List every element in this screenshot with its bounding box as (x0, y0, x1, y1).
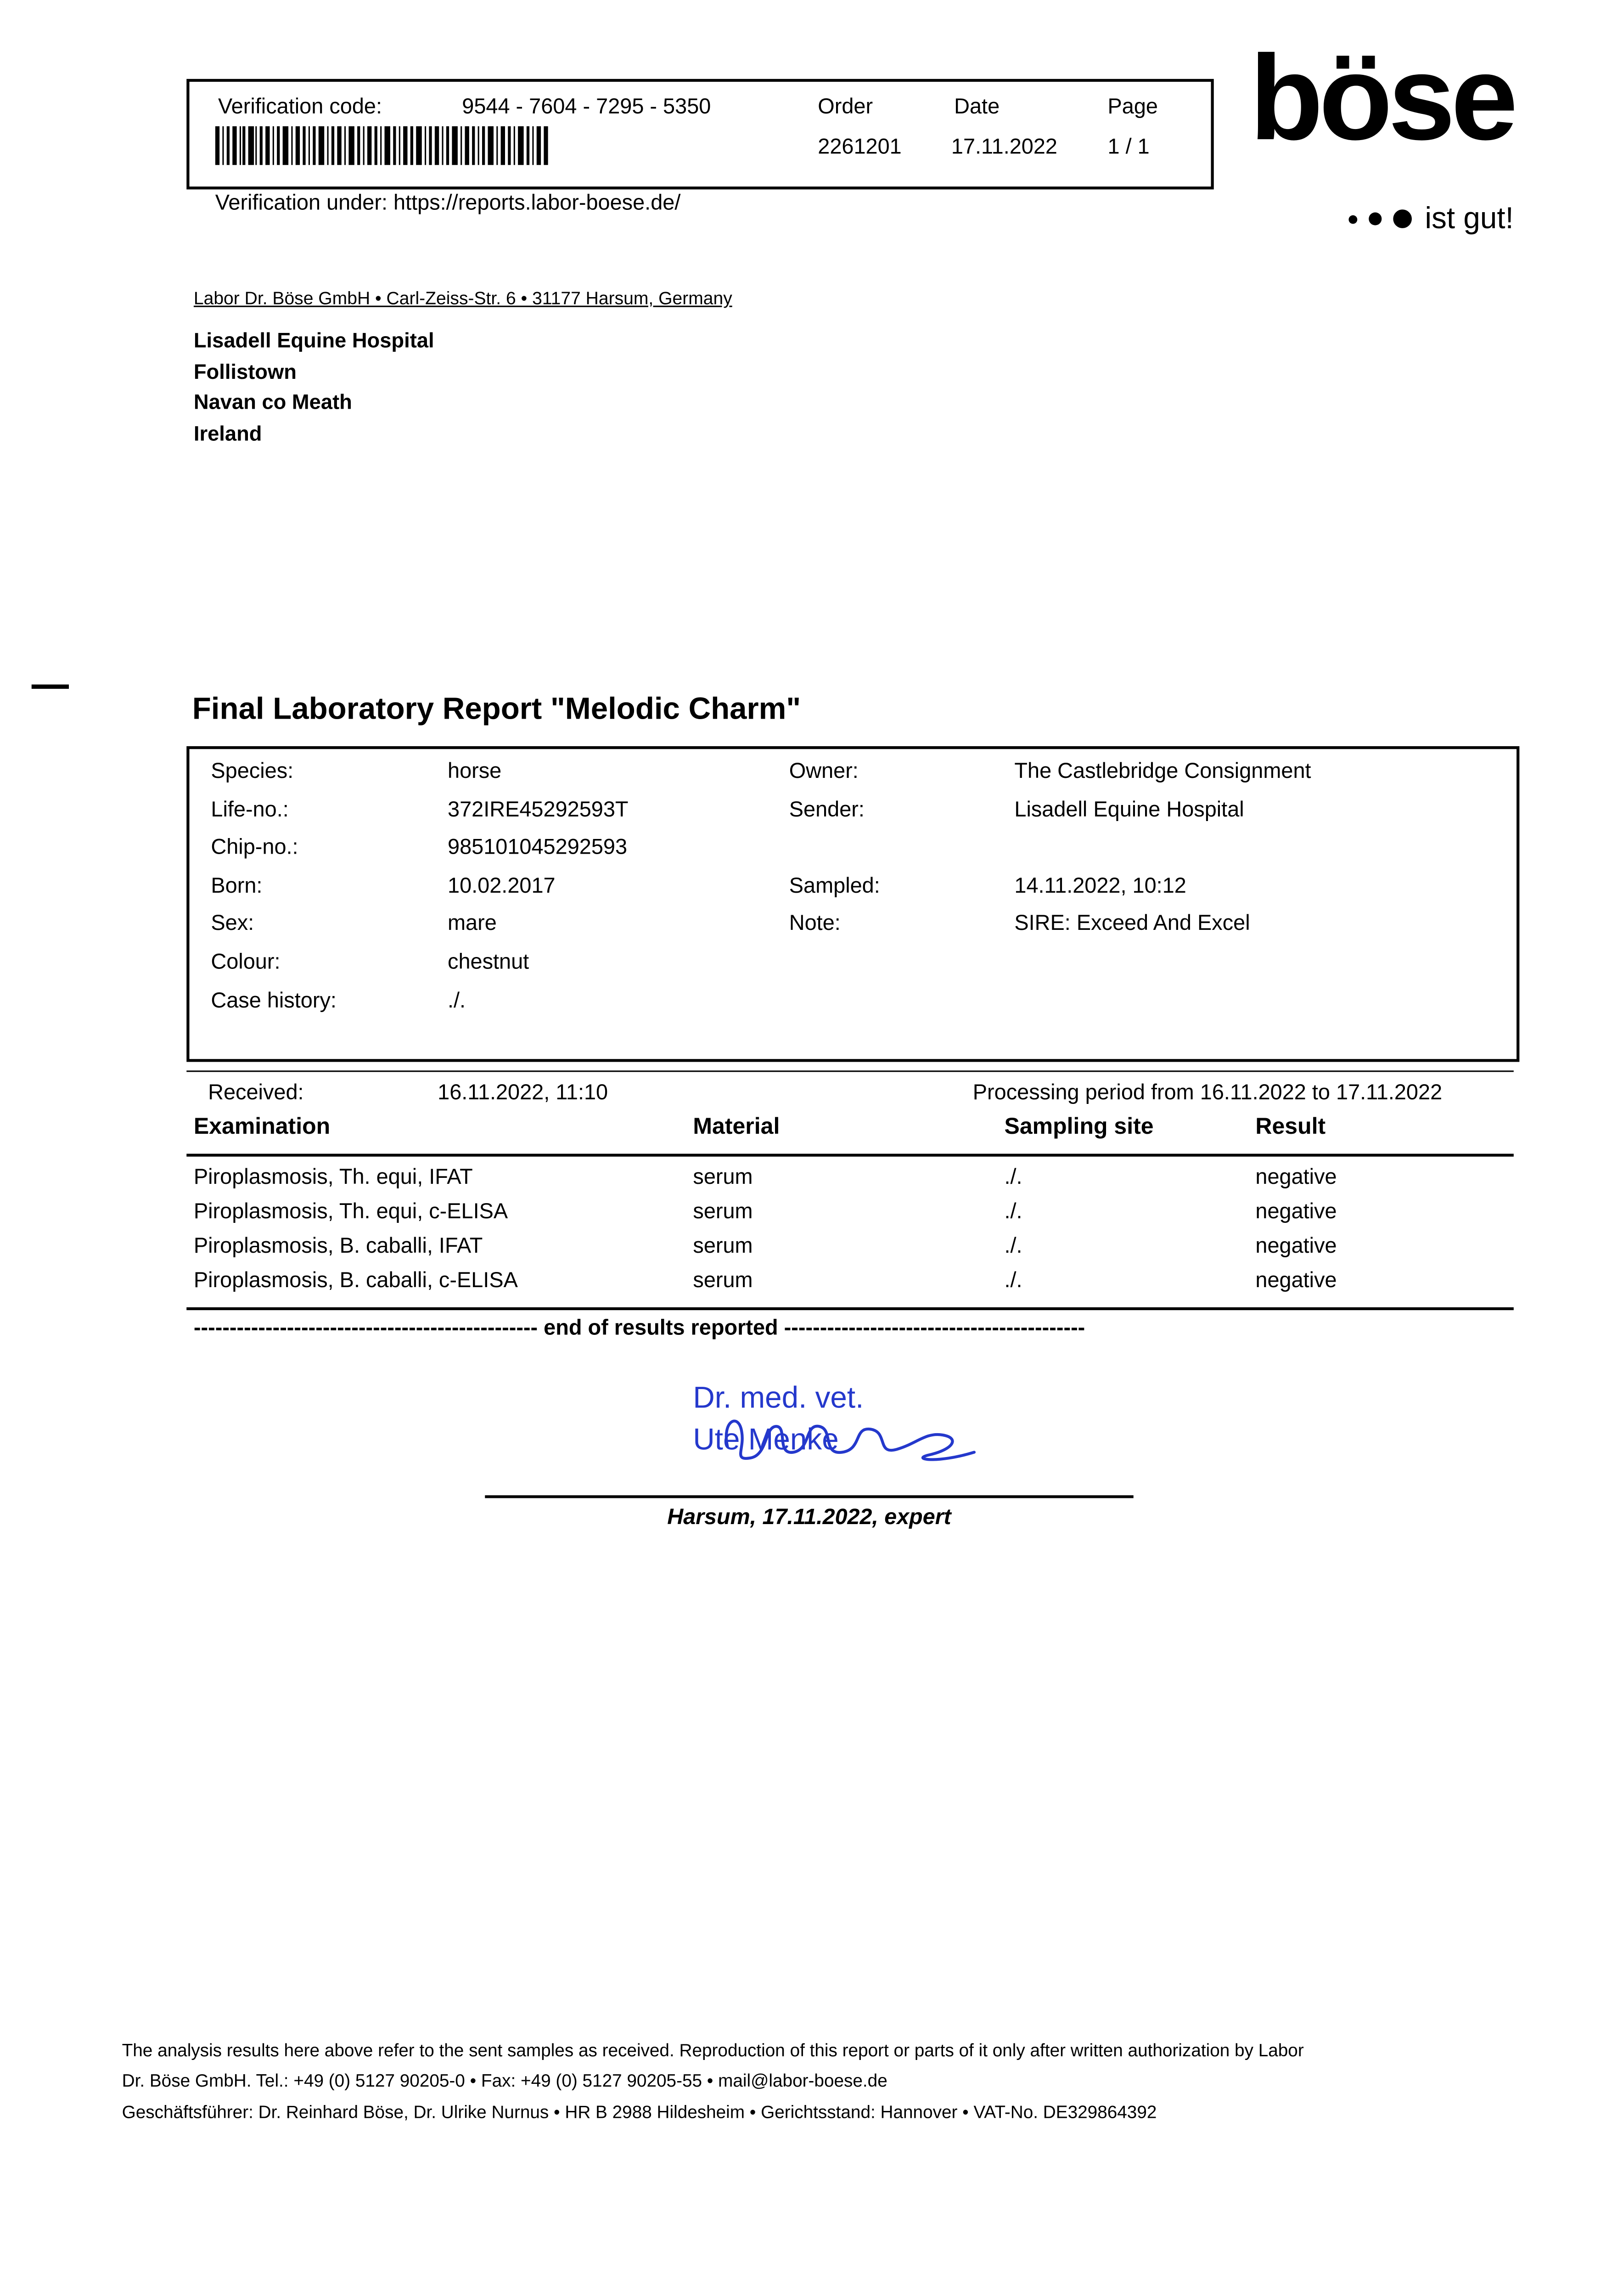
page-label: Page (1107, 95, 1158, 119)
detail-value: 372IRE45292593T (448, 797, 629, 822)
detail-label: Chip-no.: (211, 835, 298, 860)
cell-examination: Piroplasmosis, Th. equi, c-ELISA (193, 1199, 508, 1224)
detail-value: The Castlebridge Consignment (1014, 759, 1311, 784)
boese-logo: böse (1249, 30, 1514, 165)
verification-code-label: Verification code: (218, 95, 382, 119)
detail-value: 14.11.2022, 10:12 (1014, 873, 1186, 898)
detail-value (1014, 950, 1311, 988)
recipient-line: Lisadell Equine Hospital (193, 330, 434, 353)
detail-label: Colour: (211, 950, 281, 974)
order-value: 2261201 (818, 135, 902, 159)
signature-place-date: Harsum, 17.11.2022, expert (667, 1505, 951, 1530)
verification-box (186, 79, 1214, 190)
cell-material: serum (693, 1165, 753, 1190)
end-of-results-line: ------------------------------------------------ end of results reported ------------------------------------------ (193, 1316, 1085, 1340)
divider (186, 1307, 1514, 1310)
detail-label (789, 950, 1015, 988)
cell-result: negative (1255, 1199, 1337, 1224)
signature-line (485, 1495, 1134, 1498)
column-header-material: Material (693, 1115, 780, 1140)
date-label: Date (954, 95, 1000, 119)
signatory-name: Ute Menke (693, 1424, 839, 1457)
detail-label (789, 835, 1015, 873)
detail-value: Lisadell Equine Hospital (1014, 797, 1244, 822)
footer-line: Dr. Böse GmbH. Tel.: +49 (0) 5127 90205-0 • Fax: +49 (0) 5127 90205-55 • mail@labor-boese.de (122, 2071, 887, 2092)
dot-icon (1349, 215, 1358, 224)
verification-barcode-icon (215, 126, 548, 165)
detail-value: ./. (448, 988, 466, 1013)
sender-line: Labor Dr. Böse GmbH • Carl-Zeiss-Str. 6 • 31177 Harsum, Germany (193, 288, 732, 309)
detail-label: Sex: (211, 912, 254, 936)
footer (122, 2036, 1543, 2128)
patient-details-box (186, 746, 1519, 1062)
recipient-address (194, 327, 434, 451)
cell-material: serum (693, 1199, 753, 1224)
detail-label: Species: (211, 759, 294, 784)
cell-result: negative (1255, 1234, 1337, 1259)
cell-examination: Piroplasmosis, B. caballi, IFAT (193, 1234, 483, 1259)
report-title: Final Laboratory Report "Melodic Charm" (192, 692, 801, 726)
dot-icon (1369, 213, 1382, 225)
cell-result: negative (1255, 1165, 1337, 1190)
detail-label: Owner: (789, 759, 859, 784)
processing-period: Processing period from 16.11.2022 to 17.11.2022 (972, 1080, 1443, 1105)
detail-value: chestnut (448, 950, 529, 974)
footer-line: The analysis results here above refer to the sent samples as received. Reproduction of this report or parts of it only after written authorization by Labor (122, 2040, 1304, 2061)
signatory-title: Dr. med. vet. (693, 1382, 864, 1415)
column-header-examination: Examination (193, 1115, 331, 1140)
detail-value (1014, 988, 1311, 1026)
detail-value: SIRE: Exceed And Excel (1014, 912, 1250, 936)
detail-label: Born: (211, 873, 263, 898)
column-header-result: Result (1255, 1115, 1326, 1140)
results-header-row (194, 1115, 1514, 1141)
dot-icon (1393, 209, 1412, 228)
verification-code-value: 9544 - 7604 - 7295 - 5350 (462, 95, 711, 119)
recipient-line: Navan co Meath (193, 392, 352, 415)
divider (186, 1070, 1514, 1072)
detail-value: 10.02.2017 (448, 873, 556, 898)
received-label: Received: (208, 1080, 304, 1105)
handwritten-signature-icon (710, 1398, 997, 1484)
recipient-line: Follistown (193, 360, 297, 384)
cell-examination: Piroplasmosis, B. caballi, c-ELISA (193, 1268, 518, 1293)
detail-label: Sender: (789, 797, 865, 822)
logo-tagline (1213, 203, 1514, 237)
date-value: 17.11.2022 (951, 135, 1058, 159)
detail-value: 985101045292593 (448, 835, 628, 860)
cell-examination: Piroplasmosis, Th. equi, IFAT (193, 1165, 473, 1190)
footer-line: Geschäftsführer: Dr. Reinhard Böse, Dr. Ulrike Nurnus • HR B 2988 Hildesheim • Gerichtsstand: Hannover • VAT-No. DE329864392 (122, 2102, 1157, 2122)
cell-material: serum (693, 1268, 753, 1293)
column-header-sampling-site: Sampling site (1004, 1115, 1154, 1140)
tagline-text: ist gut! (1425, 202, 1514, 236)
cell-sampling-site: ./. (1004, 1199, 1022, 1224)
order-label: Order (818, 95, 873, 119)
results-table (194, 1165, 1514, 1303)
detail-value: horse (448, 759, 502, 784)
cell-sampling-site: ./. (1004, 1268, 1022, 1293)
recipient-line: Ireland (193, 422, 262, 446)
divider (186, 1154, 1514, 1157)
detail-label (789, 988, 1015, 1026)
patient-details-grid (211, 759, 1311, 1026)
verification-link-line: Verification under: https://reports.labor-boese.de/ (215, 191, 681, 215)
fold-mark (32, 685, 69, 689)
received-value: 16.11.2022, 11:10 (438, 1080, 608, 1105)
detail-label: Case history: (211, 988, 337, 1013)
detail-value: mare (448, 912, 497, 936)
detail-value (1014, 835, 1311, 873)
cell-sampling-site: ./. (1004, 1165, 1022, 1190)
detail-label: Life-no.: (211, 797, 289, 822)
cell-sampling-site: ./. (1004, 1234, 1022, 1259)
detail-label: Note: (789, 912, 841, 936)
cell-result: negative (1255, 1268, 1337, 1293)
detail-label: Sampled: (789, 873, 880, 898)
page-value: 1 / 1 (1107, 135, 1150, 159)
cell-material: serum (693, 1234, 753, 1259)
